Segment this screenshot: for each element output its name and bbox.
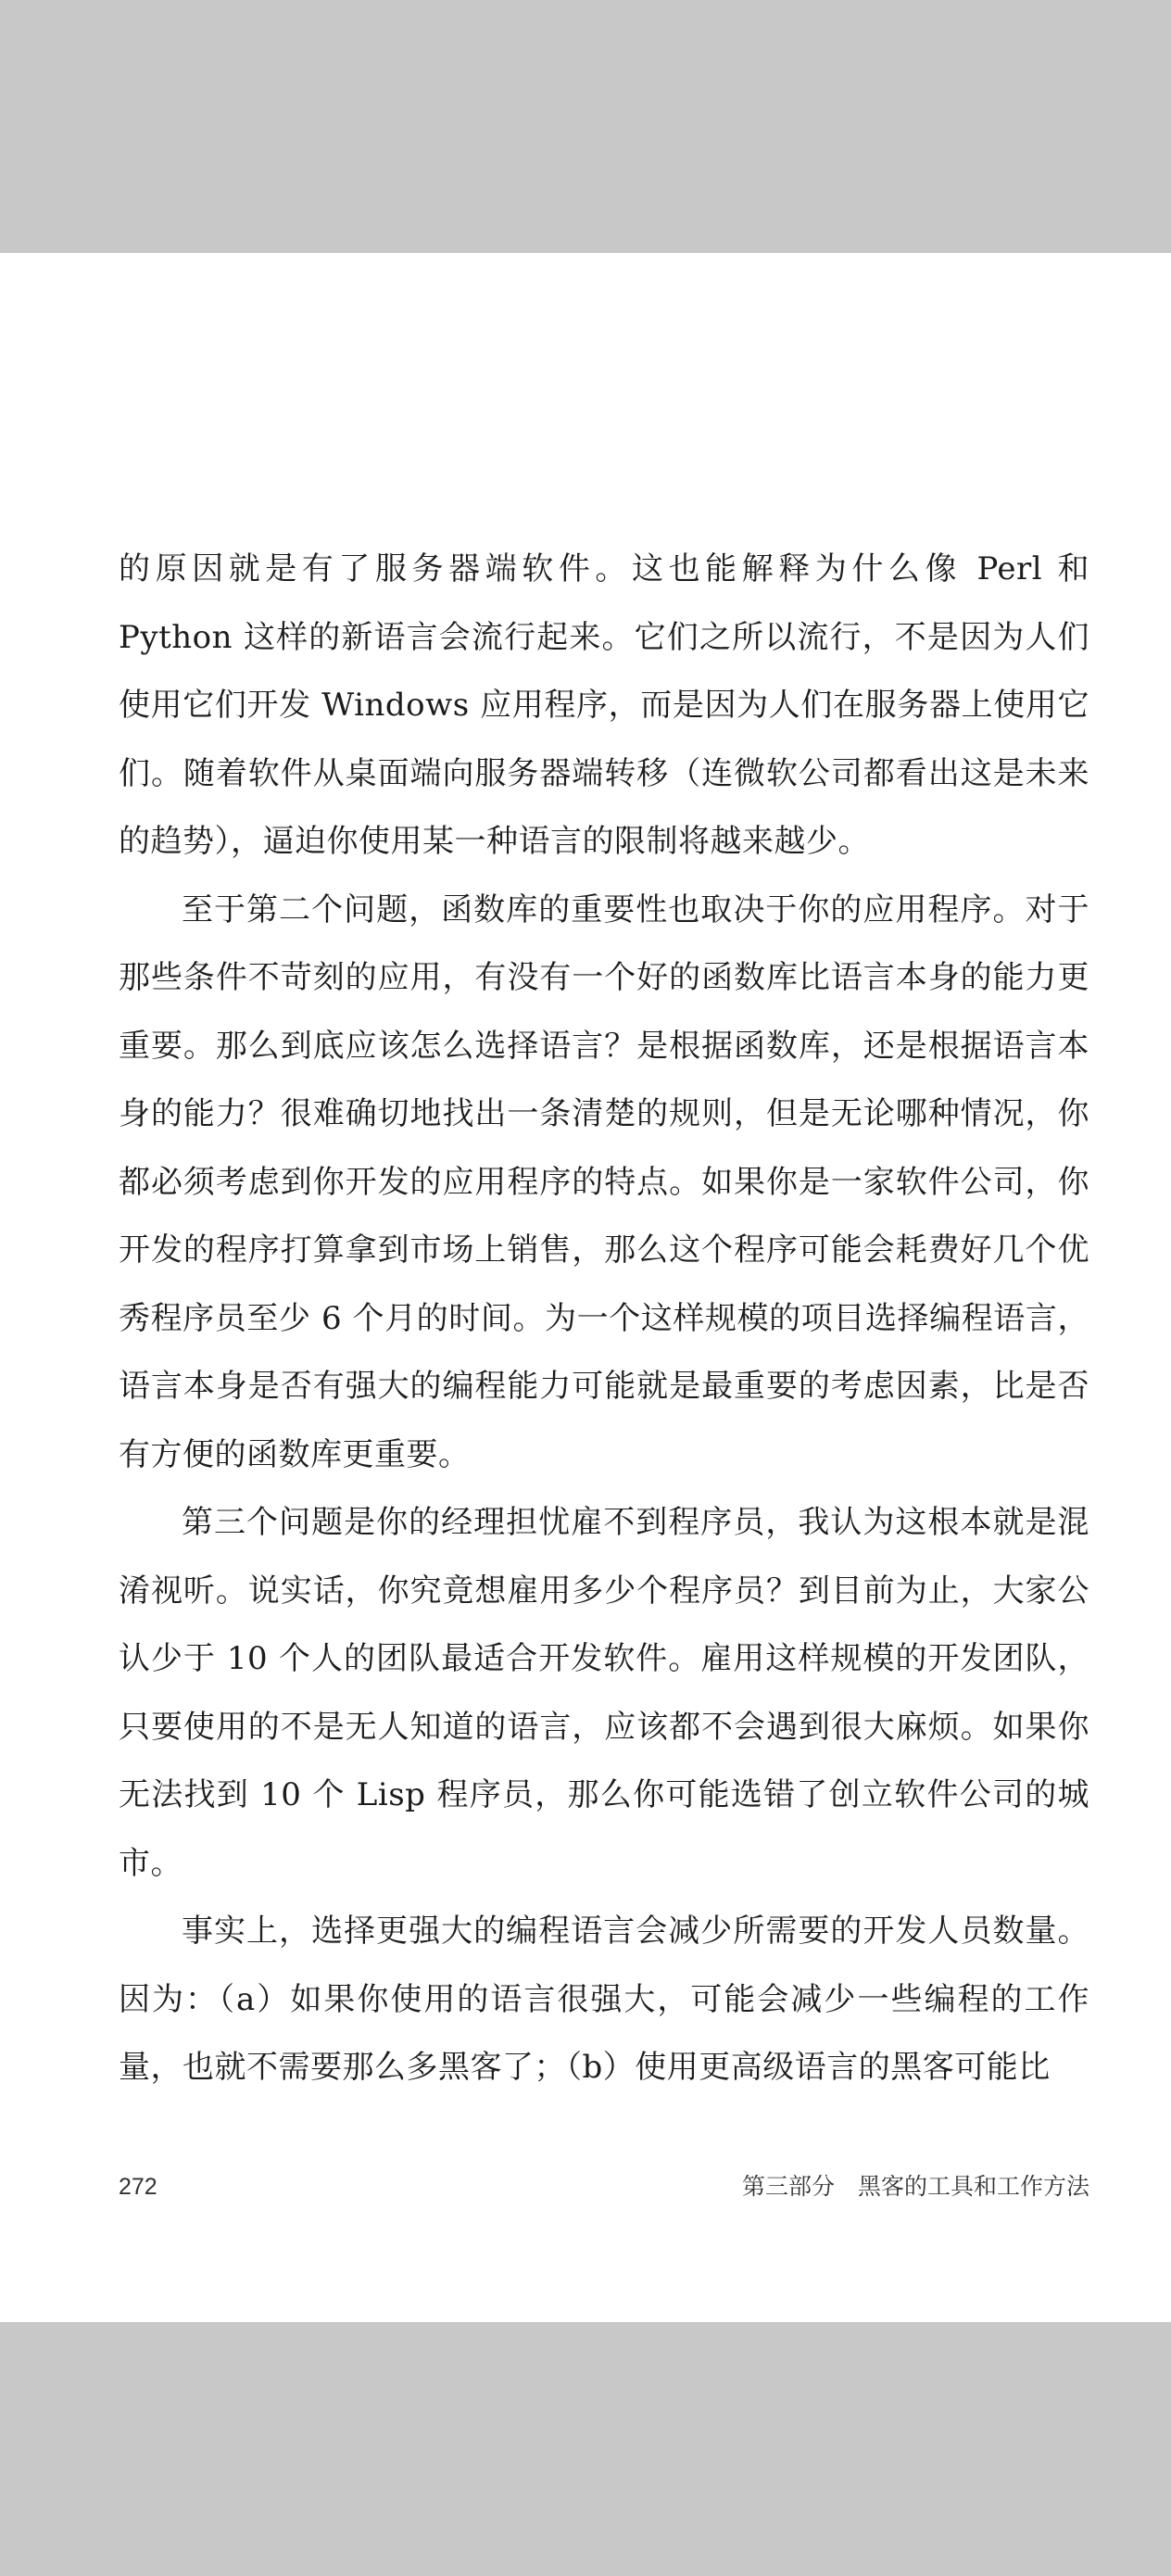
bottom-margin-band xyxy=(0,2322,1171,2576)
paragraph-4: 事实上，选择更强大的编程语言会减少所需要的开发人员数量。因为：（a）如果你使用的语言很强大，可能会减少一些编程的工作量，也就不需要那么多黑客了；（b）使用更高级语言的黑客可能比 xyxy=(119,1913,1089,2086)
body-text xyxy=(119,536,1089,2102)
page-number: 272 xyxy=(119,2174,157,2200)
paragraph-2: 至于第二个问题，函数库的重要性也取决于你的应用程序。对于那些条件不苛刻的应用，有没有一个好的函数库比语言本身的能力更重要。那么到底应该怎么选择语言？是根据函数库，还是根据语言本身的能力？很难确切地找出一条清楚的规则，但是无论哪种情况，你都必须考虑到你开发的应用程序的特点。如果你是一家软件公司，你开发的程序打算拿到市场上销售，那么这个程序可能会耗费好几个优秀程序员至少 6 个月的时间。为一个这样规模的项目选择编程语言，语言本身是否有强大的编程能力可能就是最重要的考虑因素，比是否有方便的函数库更重要。 xyxy=(119,890,1089,1473)
running-footer-title: 第三部分 黑客的工具和工作方法 xyxy=(741,2173,1089,2200)
paragraph-1: 的原因就是有了服务器端软件。这也能解释为什么像 Perl 和 Python 这样的新语言会流行起来。它们之所以流行，不是因为人们使用它们开发 Windows 应用程序，而是因为人们在服务器上使用它们。随着软件从桌面端向服务器端转移（连微软公司都看出这是未来的趋势），逼迫你使用某一种语言的限制将越来越少。 xyxy=(119,550,1089,860)
top-margin-band xyxy=(0,0,1171,253)
paragraph-3: 第三个问题是你的经理担忧雇不到程序员，我认为这根本就是混淆视听。说实话，你究竟想雇用多少个程序员？到目前为止，大家公认少于 10 个人的团队最适合开发软件。雇用这样规模的开发团队，只要使用的不是无人知道的语言，应该都不会遇到很大麻烦。如果你无法找到 10 个 Lisp 程序员，那么你可能选错了创立软件公司的城市。 xyxy=(119,1504,1089,1882)
